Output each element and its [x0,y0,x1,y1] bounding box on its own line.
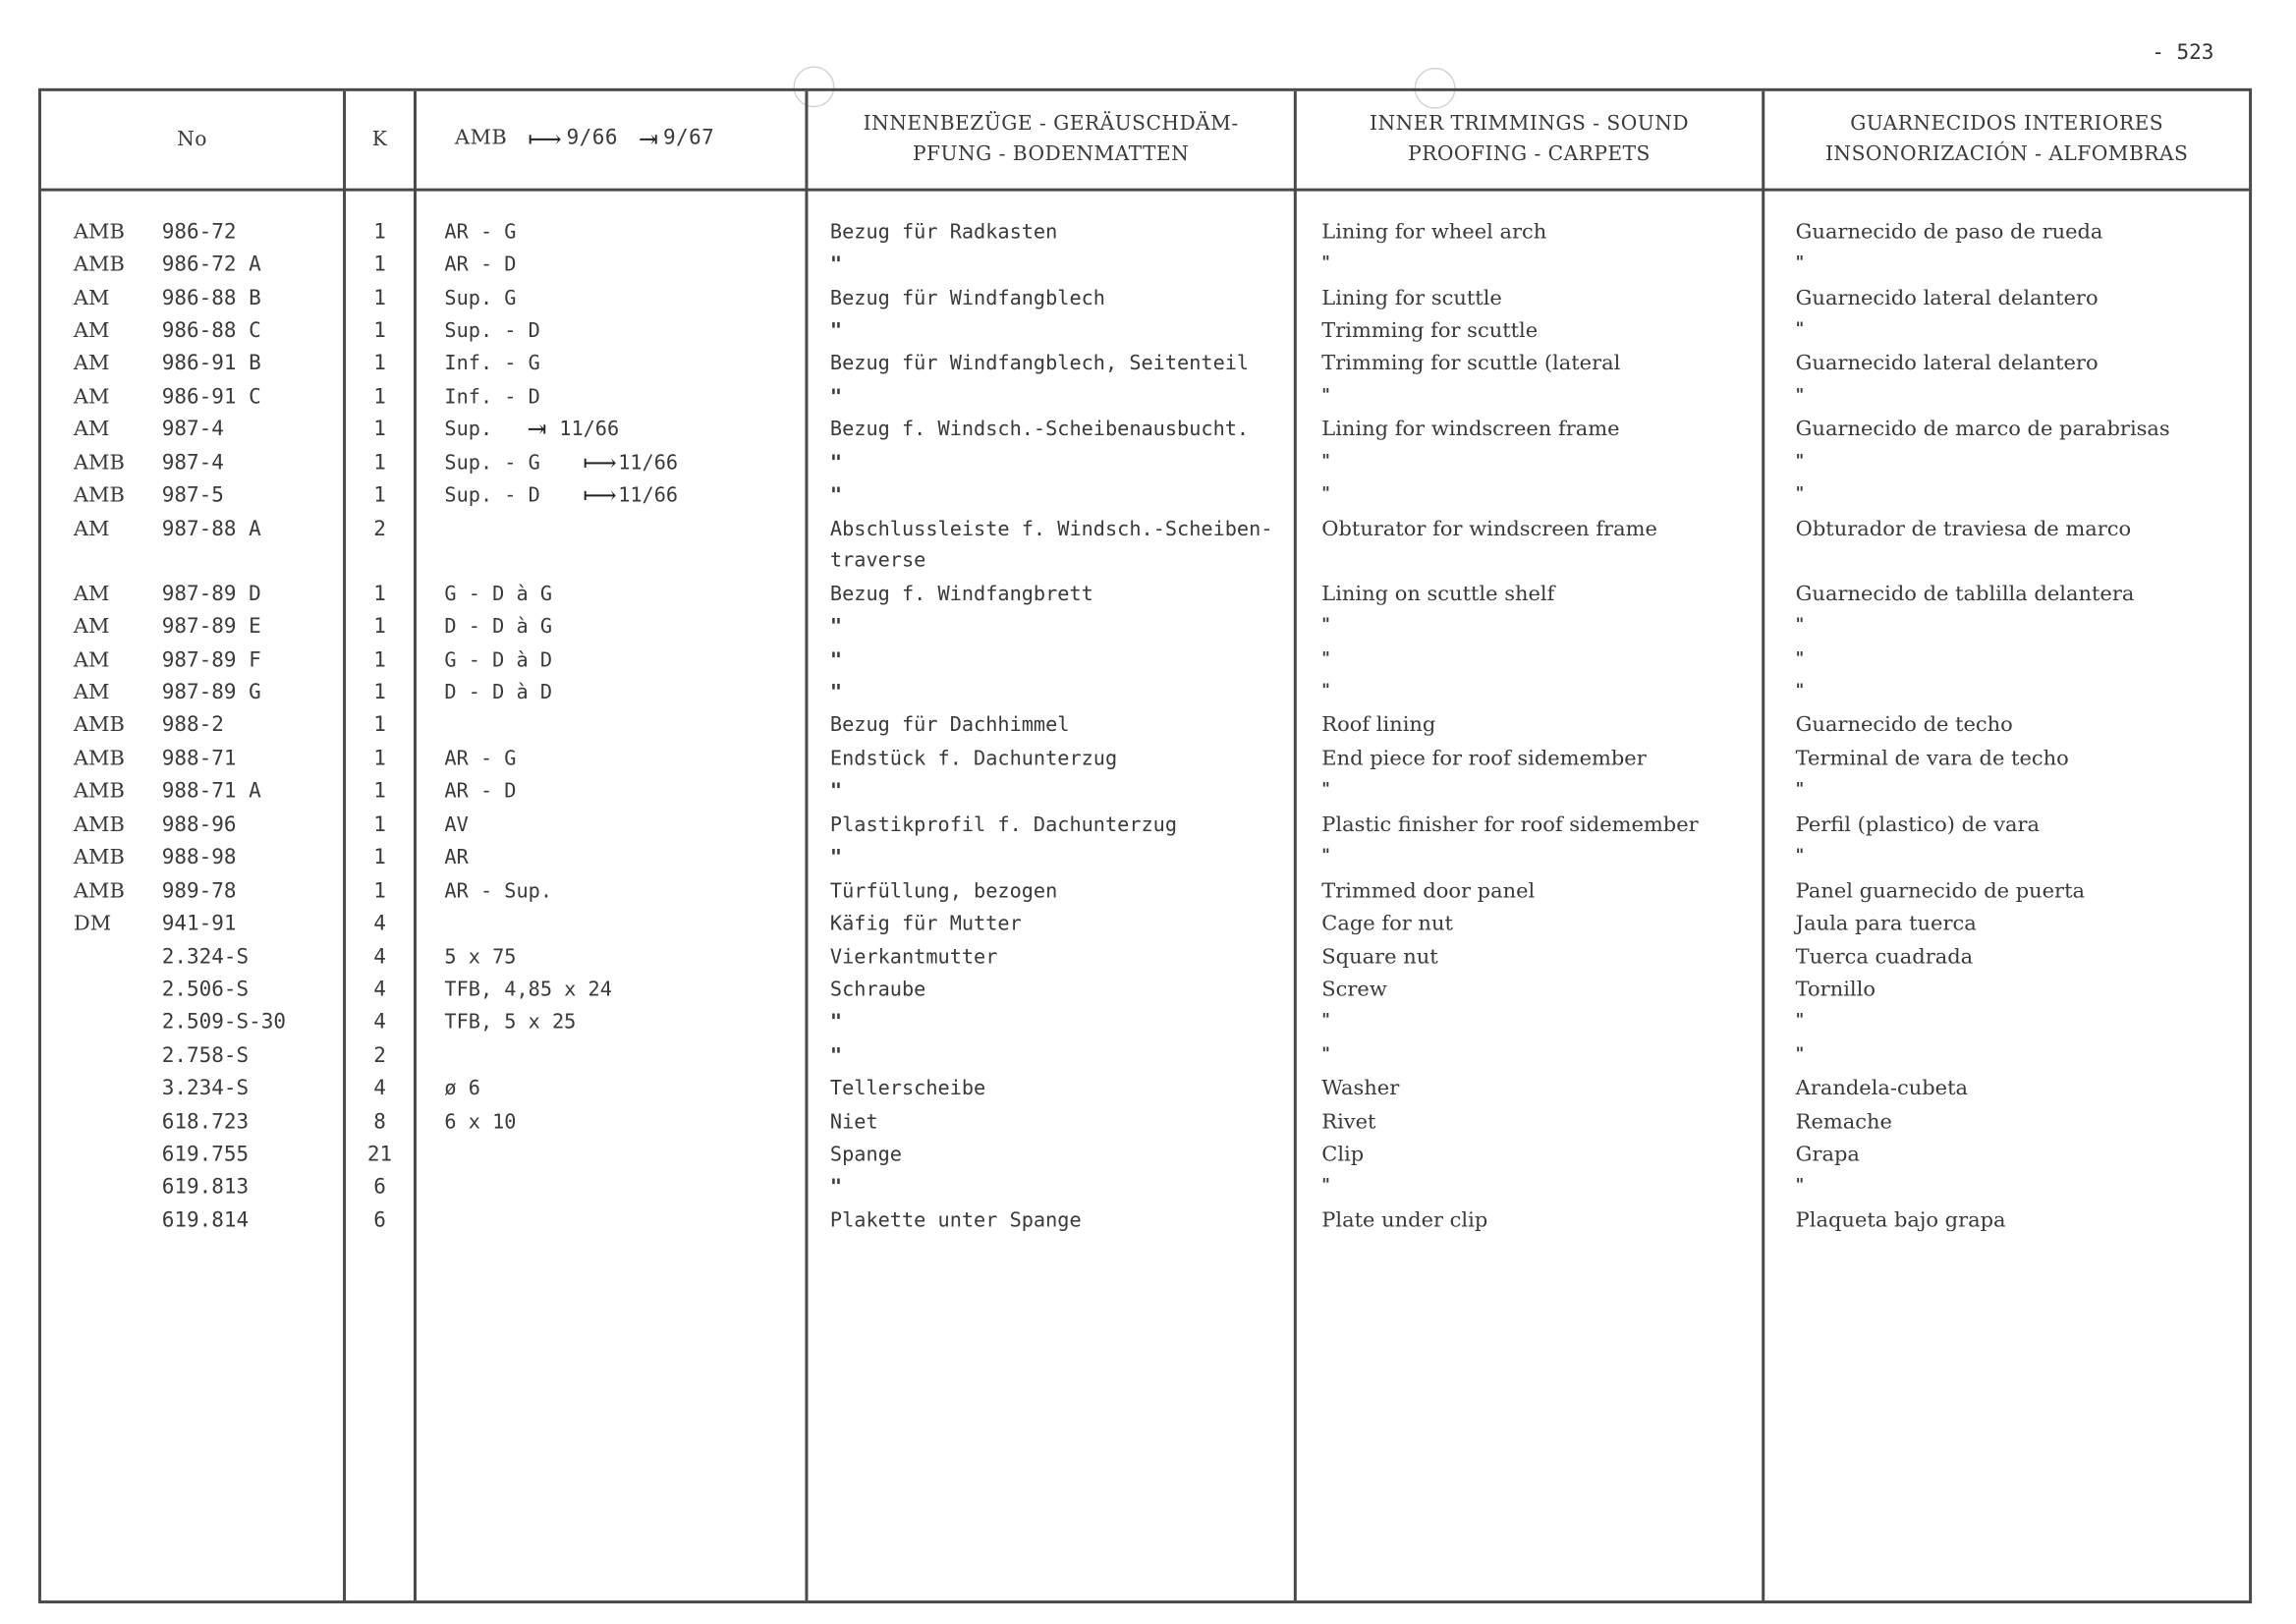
cell-quantity: 4 [373,945,386,970]
cell-part-number: 987-5 [161,483,224,508]
cell-part-number: 619.813 [161,1175,250,1200]
cell-english: Lining on scuttle shelf [1321,582,1555,606]
cell-quantity: 1 [373,681,386,705]
cell-part-number: 619.814 [161,1208,250,1233]
cell-german: Käfig für Mutter [829,912,1022,936]
cell-position: G - D à D [444,648,553,673]
cell-english: Square nut [1321,945,1438,970]
cell-position: TFB, 5 x 25 [444,1010,577,1035]
cell-spanish: Remache [1795,1110,1892,1135]
cell-prefix: AM [73,648,110,673]
cell-english: " [1321,648,1330,668]
cell-german: Abschlussleiste f. Windsch.-Scheiben- [829,518,1273,542]
cell-spanish: Tuerca cuadrada [1795,945,1974,970]
cell-quantity: 1 [373,582,386,606]
cell-english: " [1321,483,1330,504]
cell-quantity: 1 [373,220,386,245]
cell-quantity: 1 [373,845,386,869]
cell-quantity: 21 [366,1143,393,1167]
cell-english: Rivet [1321,1110,1376,1135]
cell-spanish: Guarnecido lateral delantero [1795,286,2099,310]
cell-position: Sup. - D [444,318,540,343]
cell-part-number: 987-89 D [161,582,261,606]
cell-german: " [829,648,843,673]
cell-german: Bezug für Windfangblech, Seitenteil [829,351,1250,375]
cell-spanish: " [1795,385,1805,405]
cell-german: Niet [829,1110,878,1135]
cell-spanish: Jaula para tuerca [1795,912,1977,936]
cell-german: Bezug für Windfangblech [829,286,1105,310]
cell-spanish: Tornillo [1795,978,1876,1002]
cell-prefix: AMB [73,879,125,904]
cell-quantity: 1 [373,813,386,837]
cell-prefix: DM [73,912,112,936]
cell-german-continuation: traverse [829,548,926,573]
cell-german: Bezug für Dachhimmel [829,713,1070,738]
column-divider [805,91,808,1600]
cell-quantity: 1 [373,351,386,375]
cell-german: Plastikprofil f. Dachunterzug [829,813,1178,837]
cell-position: Sup. G [444,286,517,310]
header-german-line1: INNENBEZÜGE - GERÄUSCHDÄM- [863,111,1239,136]
cell-spanish: Guarnecido lateral delantero [1795,351,2099,375]
cell-quantity: 6 [373,1208,386,1233]
cell-spanish: Terminal de vara de techo [1795,747,2069,771]
cell-english: Washer [1321,1077,1400,1100]
cell-quantity: 1 [373,286,386,310]
cell-part-number: 986-91 C [161,385,261,410]
cell-german: " [829,252,843,277]
cell-spanish: Guarnecido de tablilla delantera [1795,582,2135,606]
cell-quantity: 6 [373,1175,386,1200]
cell-english: " [1321,681,1330,700]
cell-german: Bezug f. Windsch.-Scheibenausbucht. [829,418,1250,442]
cell-part-number: 2.758-S [161,1044,250,1069]
cell-position: Sup. [444,418,493,442]
cell-prefix: AMB [73,813,125,837]
cell-prefix: AM [73,385,110,410]
cell-german: Endstück f. Dachunterzug [829,747,1118,771]
cell-position-date: 11/66 [618,451,679,476]
cell-english: Lining for wheel arch [1321,220,1547,245]
cell-spanish: " [1795,614,1805,635]
cell-quantity: 1 [373,483,386,508]
cell-spanish: " [1795,1175,1805,1195]
cell-english: Plastic finisher for roof sidemember [1321,813,1699,837]
cell-position: D - D à G [444,614,553,639]
cell-spanish: Grapa [1795,1143,1860,1167]
cell-english: Cage for nut [1321,912,1453,936]
cell-quantity: 1 [373,385,386,410]
cell-part-number: 986-88 B [161,286,261,310]
header-german [808,91,1293,189]
cell-position: D - D à D [444,681,553,705]
cell-position: AR - G [444,747,517,771]
cell-english: " [1321,1044,1330,1064]
cell-spanish: Panel guarnecido de puerta [1795,879,2086,904]
cell-spanish: " [1795,451,1805,472]
cell-spanish: " [1795,483,1805,504]
cell-position: AR - D [444,252,517,277]
cell-part-number: 987-4 [161,451,224,476]
cell-english: " [1321,614,1330,635]
cell-english: Trimmed door panel [1321,879,1536,904]
cell-quantity: 2 [373,1044,386,1069]
cell-prefix: AM [73,418,110,442]
cell-prefix: AMB [73,220,125,245]
cell-german: " [829,845,843,869]
cell-part-number: 987-4 [161,418,224,442]
cell-part-number: 2.324-S [161,945,250,970]
cell-english: Roof lining [1321,713,1436,738]
cell-quantity: 8 [373,1110,386,1135]
cell-part-number: 986-72 [161,220,237,245]
cell-part-number: 988-71 [161,747,237,771]
cell-part-number: 986-91 B [161,351,261,375]
cell-english: " [1321,451,1330,472]
arrow-from-icon: ⟼ [528,124,563,153]
cell-english: Screw [1321,978,1387,1002]
cell-english: Trimming for scuttle (lateral [1321,351,1621,375]
cell-quantity: 1 [373,648,386,673]
cell-quantity: 2 [373,518,386,542]
cell-part-number: 618.723 [161,1110,250,1135]
cell-quantity: 1 [373,418,386,442]
arrow-to-icon: ⇥ [527,415,547,443]
cell-spanish: Plaqueta bajo grapa [1795,1208,2006,1233]
cell-german: Tellerscheibe [829,1077,986,1100]
cell-quantity: 1 [373,451,386,476]
header-to-date: 9/67 [662,127,715,150]
cell-german: Schraube [829,978,926,1002]
arrow-from-icon: ⟼ [583,448,617,477]
cell-german: " [829,483,843,508]
header-spanish-line2: INSONORIZACIÓN - ALFOMBRAS [1824,142,2189,167]
cell-position-date: 11/66 [618,483,679,508]
cell-german: " [829,1010,843,1035]
cell-prefix: AM [73,582,110,606]
cell-quantity: 4 [373,978,386,1002]
cell-spanish: Arandela-cubeta [1795,1077,1969,1100]
cell-english: " [1321,252,1330,273]
cell-position: 5 x 75 [444,945,517,970]
cell-quantity: 1 [373,318,386,343]
cell-part-number: 988-98 [161,845,237,869]
cell-part-number: 989-78 [161,879,237,904]
cell-german: " [829,385,843,410]
cell-prefix: AMB [73,451,125,476]
cell-german: Bezug f. Windfangbrett [829,582,1093,606]
cell-part-number: 2.506-S [161,978,250,1002]
cell-prefix: AMB [73,747,125,771]
header-k: K [371,127,388,151]
cell-part-number: 988-96 [161,813,237,837]
cell-position: AR - Sup. [444,879,553,904]
page-number: - 523 [2152,40,2214,65]
header-english-line1: INNER TRIMMINGS - SOUND [1370,111,1690,136]
cell-quantity: 4 [373,1010,386,1035]
cell-english: Obturator for windscreen frame [1321,518,1657,542]
cell-spanish: " [1795,1010,1805,1031]
cell-spanish: " [1795,1044,1805,1064]
cell-spanish: " [1795,318,1805,339]
parts-table [38,88,2252,1603]
cell-quantity: 1 [373,614,386,639]
header-english [1297,91,1762,189]
cell-german: Plakette unter Spange [829,1208,1082,1233]
cell-prefix: AM [73,614,110,639]
cell-quantity: 4 [373,1077,386,1100]
cell-position: TFB, 4,85 x 24 [444,978,612,1002]
cell-prefix: AMB [73,713,125,738]
cell-german: " [829,318,843,343]
cell-part-number: 988-71 A [161,779,261,804]
header-no: No [177,127,207,151]
cell-spanish: " [1795,845,1805,866]
cell-part-number: 988-2 [161,713,224,738]
cell-spanish: Guarnecido de marco de parabrisas [1795,418,2170,442]
column-divider [414,91,417,1600]
cell-part-number: 619.755 [161,1143,250,1167]
header-model-range [417,91,843,189]
cell-english: " [1321,1175,1330,1195]
cell-english: Plate under clip [1321,1208,1488,1233]
header-from-date: 9/66 [566,127,618,150]
cell-english: Lining for scuttle [1321,286,1502,310]
cell-spanish: " [1795,648,1805,668]
arrow-from-icon: ⟼ [583,480,617,510]
header-spanish [1764,91,2249,189]
cell-german: " [829,1175,843,1200]
column-divider [1762,91,1764,1600]
cell-german: Türfüllung, bezogen [829,879,1058,904]
cell-spanish: Obturador de traviesa de marco [1795,518,2132,542]
cell-spanish: " [1795,252,1805,273]
cell-german: " [829,779,843,804]
cell-part-number: 941-91 [161,912,237,936]
cell-spanish: Guarnecido de techo [1795,713,2013,738]
column-divider [1294,91,1297,1600]
cell-spanish: Guarnecido de paso de rueda [1795,220,2103,245]
cell-position: AV [444,813,469,837]
cell-english: " [1321,779,1330,800]
cell-german: " [829,451,843,476]
arrow-to-icon: ⇥ [638,124,659,153]
cell-prefix: AM [73,318,110,343]
cell-prefix: AM [73,681,110,705]
cell-prefix: AM [73,286,110,310]
cell-part-number: 987-89 E [161,614,261,639]
cell-german: Bezug für Radkasten [829,220,1058,245]
header-divider [41,189,2249,192]
cell-english: Trimming for scuttle [1321,318,1539,343]
cell-position: ø 6 [444,1077,480,1100]
cell-part-number: 3.234-S [161,1077,250,1100]
cell-german: Spange [829,1143,903,1167]
cell-quantity: 1 [373,747,386,771]
header-spanish-line1: GUARNECIDOS INTERIORES [1850,111,2164,136]
cell-part-number: 987-89 G [161,681,261,705]
cell-position: 6 x 10 [444,1110,517,1135]
cell-prefix: AMB [73,252,125,277]
cell-position: Inf. - D [444,385,540,410]
cell-part-number: 986-72 A [161,252,261,277]
header-english-line2: PROOFING - CARPETS [1408,142,1651,167]
cell-position: Sup. - G [444,451,540,476]
cell-position: AR - D [444,779,517,804]
cell-quantity: 1 [373,779,386,804]
cell-prefix: AM [73,351,110,375]
cell-spanish: " [1795,681,1805,700]
cell-english: " [1321,1010,1330,1031]
cell-german: " [829,614,843,639]
cell-part-number: 987-88 A [161,518,261,542]
cell-prefix: AMB [73,483,125,508]
cell-german: " [829,1044,843,1069]
cell-english: Lining for windscreen frame [1321,418,1620,442]
cell-prefix: AM [73,518,110,542]
cell-position: Sup. - D [444,483,540,508]
cell-english: " [1321,845,1330,866]
cell-spanish: Perfil (plastico) de vara [1795,813,2040,837]
cell-quantity: 1 [373,713,386,738]
cell-quantity: 1 [373,252,386,277]
cell-position: Inf. - G [444,351,540,375]
cell-quantity: 1 [373,879,386,904]
cell-position: G - D à G [444,582,553,606]
cell-german: Vierkantmutter [829,945,998,970]
cell-part-number: 2.509-S-30 [161,1010,287,1035]
cell-english: End piece for roof sidemember [1321,747,1647,771]
cell-german: " [829,681,843,705]
cell-position-date: 11/66 [559,418,620,442]
column-divider [343,91,346,1600]
cell-position: AR - G [444,220,517,245]
cell-part-number: 987-89 F [161,648,261,673]
header-german-line2: PFUNG - BODENMATTEN [912,142,1190,167]
cell-position: AR [444,845,469,869]
cell-prefix: AMB [73,779,125,804]
header-model: AMB [454,127,508,150]
cell-english: Clip [1321,1143,1365,1167]
cell-part-number: 986-88 C [161,318,261,343]
cell-spanish: " [1795,779,1805,800]
cell-english: " [1321,385,1330,405]
cell-quantity: 4 [373,912,386,936]
cell-prefix: AMB [73,845,125,869]
